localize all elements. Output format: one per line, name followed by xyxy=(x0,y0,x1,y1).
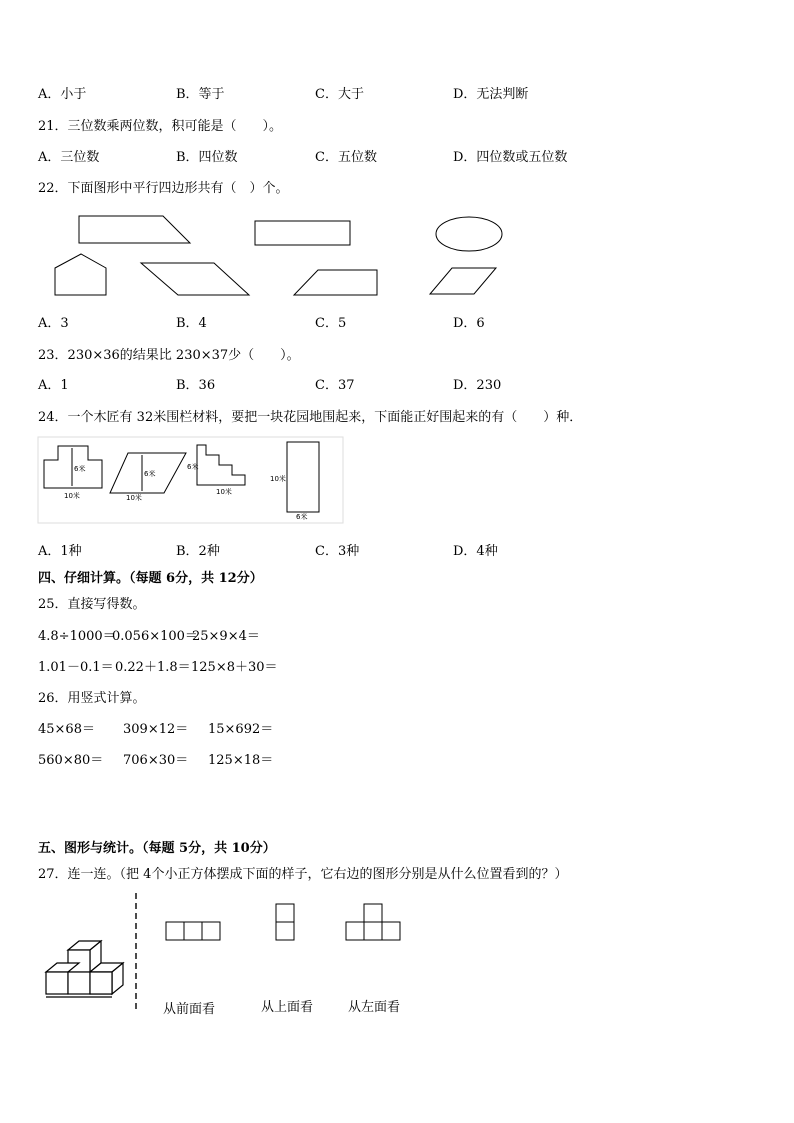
q20-option-a: A．小于 xyxy=(38,87,87,102)
q25-item-2: 0.056×100＝ xyxy=(112,629,198,644)
q26-item-5: 706×30＝ xyxy=(123,753,189,768)
view-label-front: 从前面看 xyxy=(163,1002,216,1017)
q25-item-1: 4.8÷1000＝ xyxy=(38,629,116,644)
s3-width-label: 10米 xyxy=(216,488,232,496)
q26-item-3: 15×692＝ xyxy=(208,722,274,737)
q23-text: 23．230×36的结果比 230×37少（ ）。 xyxy=(38,348,300,363)
q24-option-a: A．1种 xyxy=(38,544,82,559)
view-two-stack xyxy=(276,904,294,940)
s2-width-label: 10米 xyxy=(126,494,142,502)
q24-option-b: B．2种 xyxy=(176,544,220,559)
q23-option-d: D．230 xyxy=(453,378,502,393)
q22-option-d: D．6 xyxy=(453,316,485,331)
section-4-heading: 四、仔细计算。（每题 6分，共 12分） xyxy=(38,571,263,586)
view-three-row xyxy=(166,922,220,940)
view-label-top: 从上面看 xyxy=(261,1000,314,1015)
q25-item-3: 25×9×4＝ xyxy=(192,629,260,644)
q21-option-a: A．三位数 xyxy=(38,150,100,165)
q21-option-c: C．五位数 xyxy=(315,150,377,165)
q26-item-1: 45×68＝ xyxy=(38,722,95,737)
q26-item-2: 309×12＝ xyxy=(123,722,189,737)
view-t-shape xyxy=(346,904,400,940)
s1-height-label: 6米 xyxy=(74,465,86,473)
q23-option-b: B．36 xyxy=(176,378,216,393)
q23-option-a: A．1 xyxy=(38,378,69,393)
q26-text: 26．用竖式计算。 xyxy=(38,691,146,706)
q26-item-4: 560×80＝ xyxy=(38,753,104,768)
s1-width-label: 10米 xyxy=(64,492,80,500)
q20-option-d: D．无法判断 xyxy=(453,87,529,102)
s4-width-label: 6米 xyxy=(296,513,308,521)
q22-option-a: A．3 xyxy=(38,316,69,331)
q23-option-c: C．37 xyxy=(315,378,355,393)
q24-text: 24．一个木匠有 32米围栏材料，要把一块花园地围起来，下面能正好围起来的有（ ）种． xyxy=(38,410,583,425)
q26-item-6: 125×18＝ xyxy=(208,753,274,768)
s2-height-label: 6米 xyxy=(144,470,156,478)
q22-option-c: C．5 xyxy=(315,316,347,331)
q24-option-c: C．3种 xyxy=(315,544,360,559)
q25-item-6: 125×8＋30＝ xyxy=(191,660,278,675)
q24-option-d: D．4种 xyxy=(453,544,498,559)
q20-option-c: C．大于 xyxy=(315,87,364,102)
q25-item-4: 1.01－0.1＝ xyxy=(38,660,114,675)
s4-height-label: 10米 xyxy=(270,475,286,483)
q20-option-b: B．等于 xyxy=(176,87,225,102)
s3-height-label: 6米 xyxy=(187,463,199,471)
cube-stack-drawing xyxy=(46,941,123,997)
q27-text: 27．连一连。（把 4个小正方体摆成下面的样子，它右边的图形分别是从什么位置看到的？） xyxy=(38,867,568,882)
q22-text: 22．下面图形中平行四边形共有（ ）个。 xyxy=(38,181,289,196)
q21-option-d: D．四位数或五位数 xyxy=(453,150,568,165)
view-label-left: 从左面看 xyxy=(348,1000,401,1015)
q21-text: 21．三位数乘两位数，积可能是（ ）。 xyxy=(38,119,283,134)
q22-option-b: B．4 xyxy=(176,316,207,331)
q25-text: 25．直接写得数。 xyxy=(38,597,146,612)
q21-option-b: B．四位数 xyxy=(176,150,238,165)
section-5-heading: 五、图形与统计。（每题 5分，共 10分） xyxy=(38,841,276,856)
q25-item-5: 0.22＋1.8＝ xyxy=(115,660,191,675)
